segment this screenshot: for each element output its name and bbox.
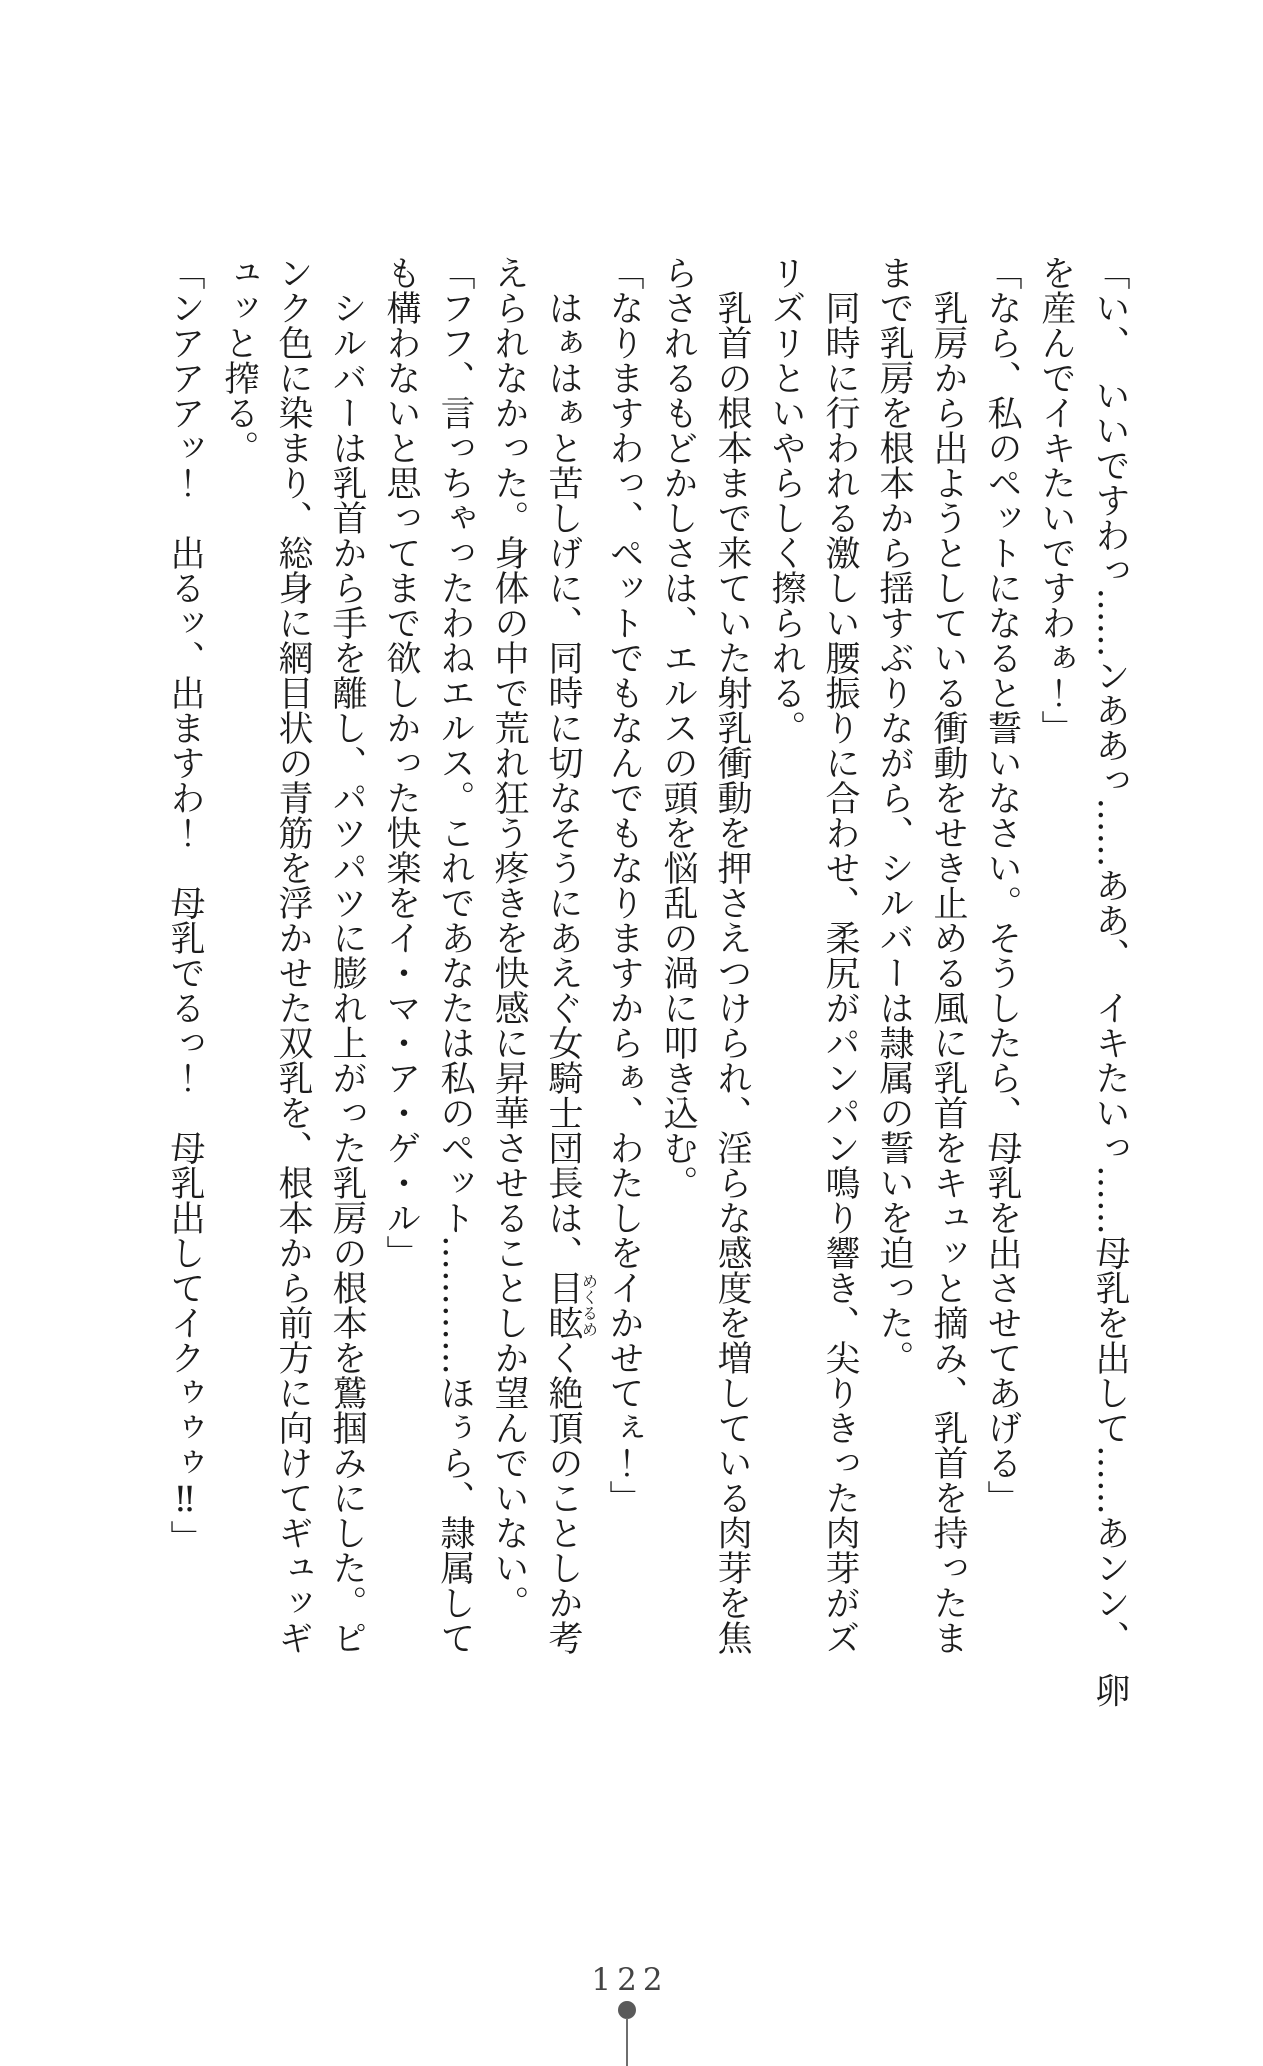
text-column: ンク色に染まり、総身に網目状の青筋を浮かせた双乳を、根本から前方に向けてギュッギ bbox=[273, 255, 313, 1655]
text-column: 「ンアアアッ！ 出るッ、出ますわ！ 母乳でるっ！ 母乳出してイクゥゥゥ‼」 bbox=[165, 255, 205, 1555]
text-column: を産んでイキたいですわぁ！」 bbox=[1036, 255, 1076, 745]
page-footer bbox=[0, 1960, 1263, 2066]
text-column: えられなかった。身体の中で荒れ狂う疼きを快感に昇華させることしか望んでいない。 bbox=[489, 255, 529, 1620]
text-column: 乳首の根本まで来ていた射乳衝動を押さえつけられ、淫らな感度を増している肉芽を焦 bbox=[712, 255, 752, 1655]
footer-line-ornament bbox=[626, 2018, 628, 2066]
text-block bbox=[158, 255, 1137, 1708]
text-column bbox=[536, 255, 597, 1655]
text-column: 「なら、私のペットになると誓いなさい。そうしたら、母乳を出させてあげる」 bbox=[982, 255, 1022, 1515]
text-column: 同時に行われる激しい腰振りに合わせ、柔尻がパンパン鳴り響き、尖りきった肉芽がズ bbox=[820, 255, 860, 1655]
text-column: リズリといやらしく擦られる。 bbox=[766, 255, 806, 745]
text-column: シルバーは乳首から手を離し、パツパツに膨れ上がった乳房の根本を鷲掴みにした。ピ bbox=[327, 255, 367, 1655]
text-column: も構わないと思ってまで欲しかった快楽をイ・マ・ア・ゲ・ル」 bbox=[381, 255, 421, 1270]
page-number: 122 bbox=[591, 1962, 669, 1998]
footer-dot-ornament bbox=[618, 2001, 636, 2019]
text-column: らされるもどかしさは、エルスの頭を悩乱の渦に叩き込む。 bbox=[658, 255, 698, 1200]
ruby-annotation bbox=[543, 1270, 599, 1340]
text-column: 乳房から出ようとしている衝動をせき止める風に乳首をキュッと摘み、乳首を持ったま bbox=[928, 255, 968, 1655]
text-column: 「い、 いいですわっ……ンああっ……ああ、 イキたいっ……母乳を出して……あンン、 卵 bbox=[1090, 255, 1130, 1708]
text-column: 「フフ、言っちゃったわねエルス。これであなたは私のペット…………ほぅら、隷属して bbox=[435, 255, 475, 1655]
ruby-furigana: めくるめ bbox=[579, 1270, 599, 1340]
text-column: ュッと搾る。 bbox=[219, 255, 259, 465]
column-text-segment: く絶頂のことしか考 bbox=[543, 1340, 583, 1655]
text-column: まで乳房を根本から揺すぶりながら、シルバーは隷属の誓いを迫った。 bbox=[874, 255, 914, 1375]
text-column: 「なりますわっ、ペットでもなんでもなりますからぁ、わたしをイかせてぇ！」 bbox=[604, 255, 644, 1515]
ruby-base: 目眩 bbox=[543, 1270, 583, 1340]
column-text-segment: はぁはぁと苦しげに、同時に切なそうにあえぐ女騎士団長は、 bbox=[543, 255, 583, 1270]
